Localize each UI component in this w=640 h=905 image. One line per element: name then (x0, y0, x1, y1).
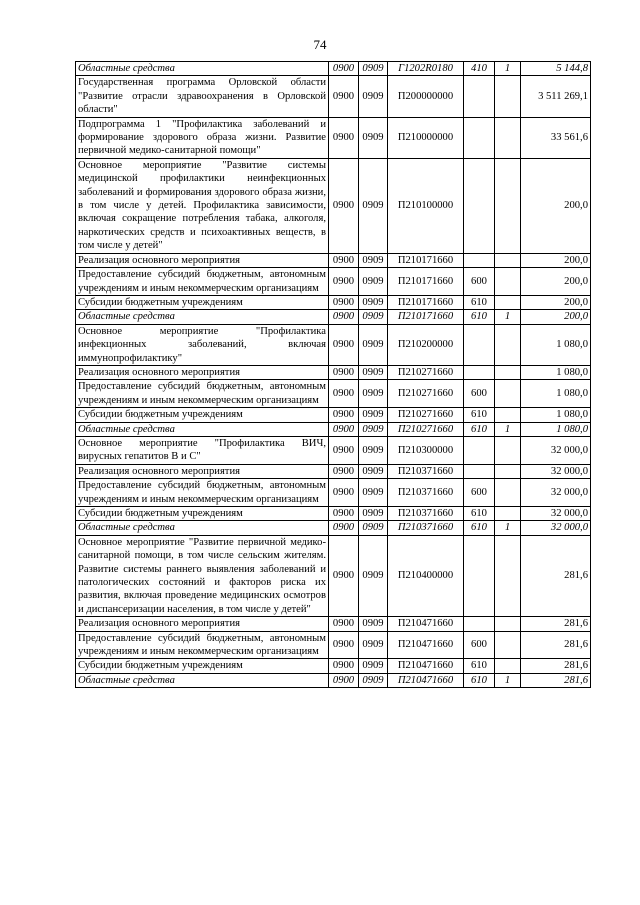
section-code-cell: 0900 (329, 365, 359, 379)
section-code-cell: 0900 (329, 436, 359, 464)
table-row (76, 365, 591, 379)
expense-type-cell: 610 (464, 659, 495, 673)
target-article-cell: П210400000 (388, 535, 464, 616)
row-name-cell: Субсидии бюджетным учреждениям (76, 659, 329, 673)
expense-type-cell (464, 324, 495, 365)
funding-source-cell (495, 631, 521, 659)
expense-type-cell: 600 (464, 479, 495, 507)
expense-type-cell: 610 (464, 295, 495, 309)
subsection-code-cell: 0909 (359, 380, 388, 408)
subsection-code-cell: 0909 (359, 62, 388, 76)
expense-type-cell (464, 76, 495, 117)
amount-cell: 281,6 (521, 535, 591, 616)
amount-cell: 200,0 (521, 310, 591, 324)
section-code-cell: 0900 (329, 76, 359, 117)
row-name-cell: Реализация основного мероприятия (76, 365, 329, 379)
expense-type-cell: 610 (464, 521, 495, 535)
target-article-cell: П210271660 (388, 422, 464, 436)
subsection-code-cell: 0909 (359, 117, 388, 158)
amount-cell: 200,0 (521, 268, 591, 296)
amount-cell: 1 080,0 (521, 422, 591, 436)
expense-type-cell: 610 (464, 673, 495, 687)
funding-source-cell (495, 268, 521, 296)
row-name-cell: Субсидии бюджетным учреждениям (76, 408, 329, 422)
section-code-cell: 0900 (329, 62, 359, 76)
expense-type-cell: 610 (464, 408, 495, 422)
section-code-cell: 0900 (329, 310, 359, 324)
funding-source-cell (495, 158, 521, 253)
amount-cell: 200,0 (521, 253, 591, 267)
subsection-code-cell: 0909 (359, 535, 388, 616)
row-name-cell: Областные средства (76, 673, 329, 687)
amount-cell: 5 144,8 (521, 62, 591, 76)
row-name-cell: Областные средства (76, 521, 329, 535)
target-article-cell: П210371660 (388, 479, 464, 507)
section-code-cell: 0900 (329, 464, 359, 478)
section-code-cell: 0900 (329, 408, 359, 422)
amount-cell: 32 000,0 (521, 464, 591, 478)
funding-source-cell: 1 (495, 422, 521, 436)
expense-type-cell: 610 (464, 507, 495, 521)
section-code-cell: 0900 (329, 521, 359, 535)
amount-cell: 32 000,0 (521, 507, 591, 521)
expense-type-cell (464, 365, 495, 379)
expense-type-cell: 410 (464, 62, 495, 76)
funding-source-cell (495, 380, 521, 408)
section-code-cell: 0900 (329, 673, 359, 687)
funding-source-cell: 1 (495, 310, 521, 324)
table-row (76, 436, 591, 464)
table-row (76, 422, 591, 436)
section-code-cell: 0900 (329, 324, 359, 365)
funding-source-cell (495, 365, 521, 379)
row-name-cell: Подпрограмма 1 "Профилактика заболеваний и формирование здорового образа жизни. Развитие первичной медико-санитарной помощи" (76, 117, 329, 158)
subsection-code-cell: 0909 (359, 158, 388, 253)
expense-type-cell (464, 253, 495, 267)
table-row (76, 617, 591, 631)
subsection-code-cell: 0909 (359, 521, 388, 535)
subsection-code-cell: 0909 (359, 253, 388, 267)
table-row (76, 408, 591, 422)
amount-cell: 200,0 (521, 158, 591, 253)
row-name-cell: Реализация основного мероприятия (76, 617, 329, 631)
target-article-cell: П210200000 (388, 324, 464, 365)
target-article-cell: П210000000 (388, 117, 464, 158)
table-row (76, 631, 591, 659)
row-name-cell: Реализация основного мероприятия (76, 253, 329, 267)
target-article-cell: П210171660 (388, 268, 464, 296)
target-article-cell: П210100000 (388, 158, 464, 253)
row-name-cell: Субсидии бюджетным учреждениям (76, 295, 329, 309)
expense-type-cell (464, 436, 495, 464)
section-code-cell: 0900 (329, 158, 359, 253)
section-code-cell: 0900 (329, 253, 359, 267)
expense-type-cell (464, 117, 495, 158)
subsection-code-cell: 0909 (359, 479, 388, 507)
row-name-cell: Основное мероприятие "Профилактика ВИЧ, вирусных гепатитов В и С" (76, 436, 329, 464)
amount-cell: 32 000,0 (521, 521, 591, 535)
expense-type-cell: 610 (464, 422, 495, 436)
row-name-cell: Основное мероприятие "Развитие системы медицинской профилактики неинфекционных заболеваний и формирования здорового образа жизни, в том числе у детей. Профилактика зависимости, включая сокращение потребления табака, алкоголя, наркотических средств и психоактивных веществ, в том числе у детей" (76, 158, 329, 253)
target-article-cell: П210271660 (388, 408, 464, 422)
section-code-cell: 0900 (329, 507, 359, 521)
amount-cell: 32 000,0 (521, 436, 591, 464)
row-name-cell: Реализация основного мероприятия (76, 464, 329, 478)
target-article-cell: П210471660 (388, 673, 464, 687)
row-name-cell: Основное мероприятие "Профилактика инфекционных заболеваний, включая иммунопрофилактику" (76, 324, 329, 365)
expense-type-cell: 600 (464, 631, 495, 659)
section-code-cell: 0900 (329, 479, 359, 507)
table-row (76, 507, 591, 521)
target-article-cell: П210371660 (388, 507, 464, 521)
target-article-cell: П210471660 (388, 617, 464, 631)
subsection-code-cell: 0909 (359, 76, 388, 117)
amount-cell: 1 080,0 (521, 380, 591, 408)
subsection-code-cell: 0909 (359, 464, 388, 478)
row-name-cell: Предоставление субсидий бюджетным, автономным учреждениям и иным некоммерческим организациям (76, 268, 329, 296)
target-article-cell: П210371660 (388, 464, 464, 478)
subsection-code-cell: 0909 (359, 310, 388, 324)
budget-table (75, 61, 591, 688)
budget-table-body (76, 62, 591, 688)
section-code-cell: 0900 (329, 422, 359, 436)
funding-source-cell (495, 324, 521, 365)
row-name-cell: Областные средства (76, 422, 329, 436)
funding-source-cell (495, 295, 521, 309)
table-row (76, 310, 591, 324)
row-name-cell: Предоставление субсидий бюджетным, автономным учреждениям и иным некоммерческим организациям (76, 479, 329, 507)
target-article-cell: П210271660 (388, 380, 464, 408)
amount-cell: 32 000,0 (521, 479, 591, 507)
subsection-code-cell: 0909 (359, 673, 388, 687)
target-article-cell: П210171660 (388, 295, 464, 309)
subsection-code-cell: 0909 (359, 617, 388, 631)
funding-source-cell: 1 (495, 521, 521, 535)
subsection-code-cell: 0909 (359, 295, 388, 309)
amount-cell: 281,6 (521, 673, 591, 687)
subsection-code-cell: 0909 (359, 365, 388, 379)
amount-cell: 1 080,0 (521, 365, 591, 379)
funding-source-cell (495, 535, 521, 616)
target-article-cell: П210471660 (388, 659, 464, 673)
table-row (76, 253, 591, 267)
table-row (76, 659, 591, 673)
section-code-cell: 0900 (329, 117, 359, 158)
funding-source-cell (495, 408, 521, 422)
table-row (76, 464, 591, 478)
expense-type-cell (464, 535, 495, 616)
target-article-cell: П210471660 (388, 631, 464, 659)
table-row (76, 117, 591, 158)
table-row (76, 324, 591, 365)
table-row (76, 380, 591, 408)
table-row (76, 295, 591, 309)
amount-cell: 1 080,0 (521, 324, 591, 365)
funding-source-cell (495, 617, 521, 631)
amount-cell: 33 561,6 (521, 117, 591, 158)
row-name-cell: Государственная программа Орловской области "Развитие отрасли здравоохранения в Орловской области" (76, 76, 329, 117)
subsection-code-cell: 0909 (359, 422, 388, 436)
funding-source-cell (495, 659, 521, 673)
table-row (76, 268, 591, 296)
section-code-cell: 0900 (329, 617, 359, 631)
funding-source-cell (495, 253, 521, 267)
funding-source-cell (495, 479, 521, 507)
row-name-cell: Субсидии бюджетным учреждениям (76, 507, 329, 521)
section-code-cell: 0900 (329, 380, 359, 408)
subsection-code-cell: 0909 (359, 268, 388, 296)
page-number: 74 (313, 37, 327, 52)
row-name-cell: Предоставление субсидий бюджетным, автономным учреждениям и иным некоммерческим организациям (76, 380, 329, 408)
table-row (76, 535, 591, 616)
section-code-cell: 0900 (329, 659, 359, 673)
subsection-code-cell: 0909 (359, 631, 388, 659)
subsection-code-cell: 0909 (359, 324, 388, 365)
target-article-cell: П210300000 (388, 436, 464, 464)
table-row (76, 521, 591, 535)
target-article-cell: П210371660 (388, 521, 464, 535)
subsection-code-cell: 0909 (359, 408, 388, 422)
row-name-cell: Основное мероприятие "Развитие первичной медико-санитарной помощи, в том числе сельским жителям. Развитие системы раннего выявления заболеваний и патологических состояний и факторов риска их развития, включая проведение медицинских осмотров и диспансеризации населения, в том числе у детей" (76, 535, 329, 616)
table-row (76, 158, 591, 253)
funding-source-cell: 1 (495, 62, 521, 76)
target-article-cell: П210171660 (388, 310, 464, 324)
amount-cell: 281,6 (521, 659, 591, 673)
amount-cell: 281,6 (521, 631, 591, 659)
section-code-cell: 0900 (329, 535, 359, 616)
target-article-cell: Г1202R0180 (388, 62, 464, 76)
row-name-cell: Областные средства (76, 62, 329, 76)
table-row (76, 673, 591, 687)
subsection-code-cell: 0909 (359, 436, 388, 464)
expense-type-cell: 600 (464, 268, 495, 296)
section-code-cell: 0900 (329, 268, 359, 296)
expense-type-cell: 610 (464, 310, 495, 324)
table-row (76, 62, 591, 76)
row-name-cell: Областные средства (76, 310, 329, 324)
section-code-cell: 0900 (329, 295, 359, 309)
expense-type-cell: 600 (464, 380, 495, 408)
target-article-cell: П210271660 (388, 365, 464, 379)
amount-cell: 3 511 269,1 (521, 76, 591, 117)
row-name-cell: Предоставление субсидий бюджетным, автономным учреждениям и иным некоммерческим организациям (76, 631, 329, 659)
funding-source-cell (495, 464, 521, 478)
funding-source-cell (495, 436, 521, 464)
expense-type-cell (464, 464, 495, 478)
target-article-cell: П200000000 (388, 76, 464, 117)
amount-cell: 281,6 (521, 617, 591, 631)
funding-source-cell: 1 (495, 673, 521, 687)
expense-type-cell (464, 158, 495, 253)
funding-source-cell (495, 507, 521, 521)
expense-type-cell (464, 617, 495, 631)
amount-cell: 200,0 (521, 295, 591, 309)
subsection-code-cell: 0909 (359, 659, 388, 673)
table-row (76, 479, 591, 507)
amount-cell: 1 080,0 (521, 408, 591, 422)
funding-source-cell (495, 117, 521, 158)
table-row (76, 76, 591, 117)
funding-source-cell (495, 76, 521, 117)
target-article-cell: П210171660 (388, 253, 464, 267)
section-code-cell: 0900 (329, 631, 359, 659)
subsection-code-cell: 0909 (359, 507, 388, 521)
